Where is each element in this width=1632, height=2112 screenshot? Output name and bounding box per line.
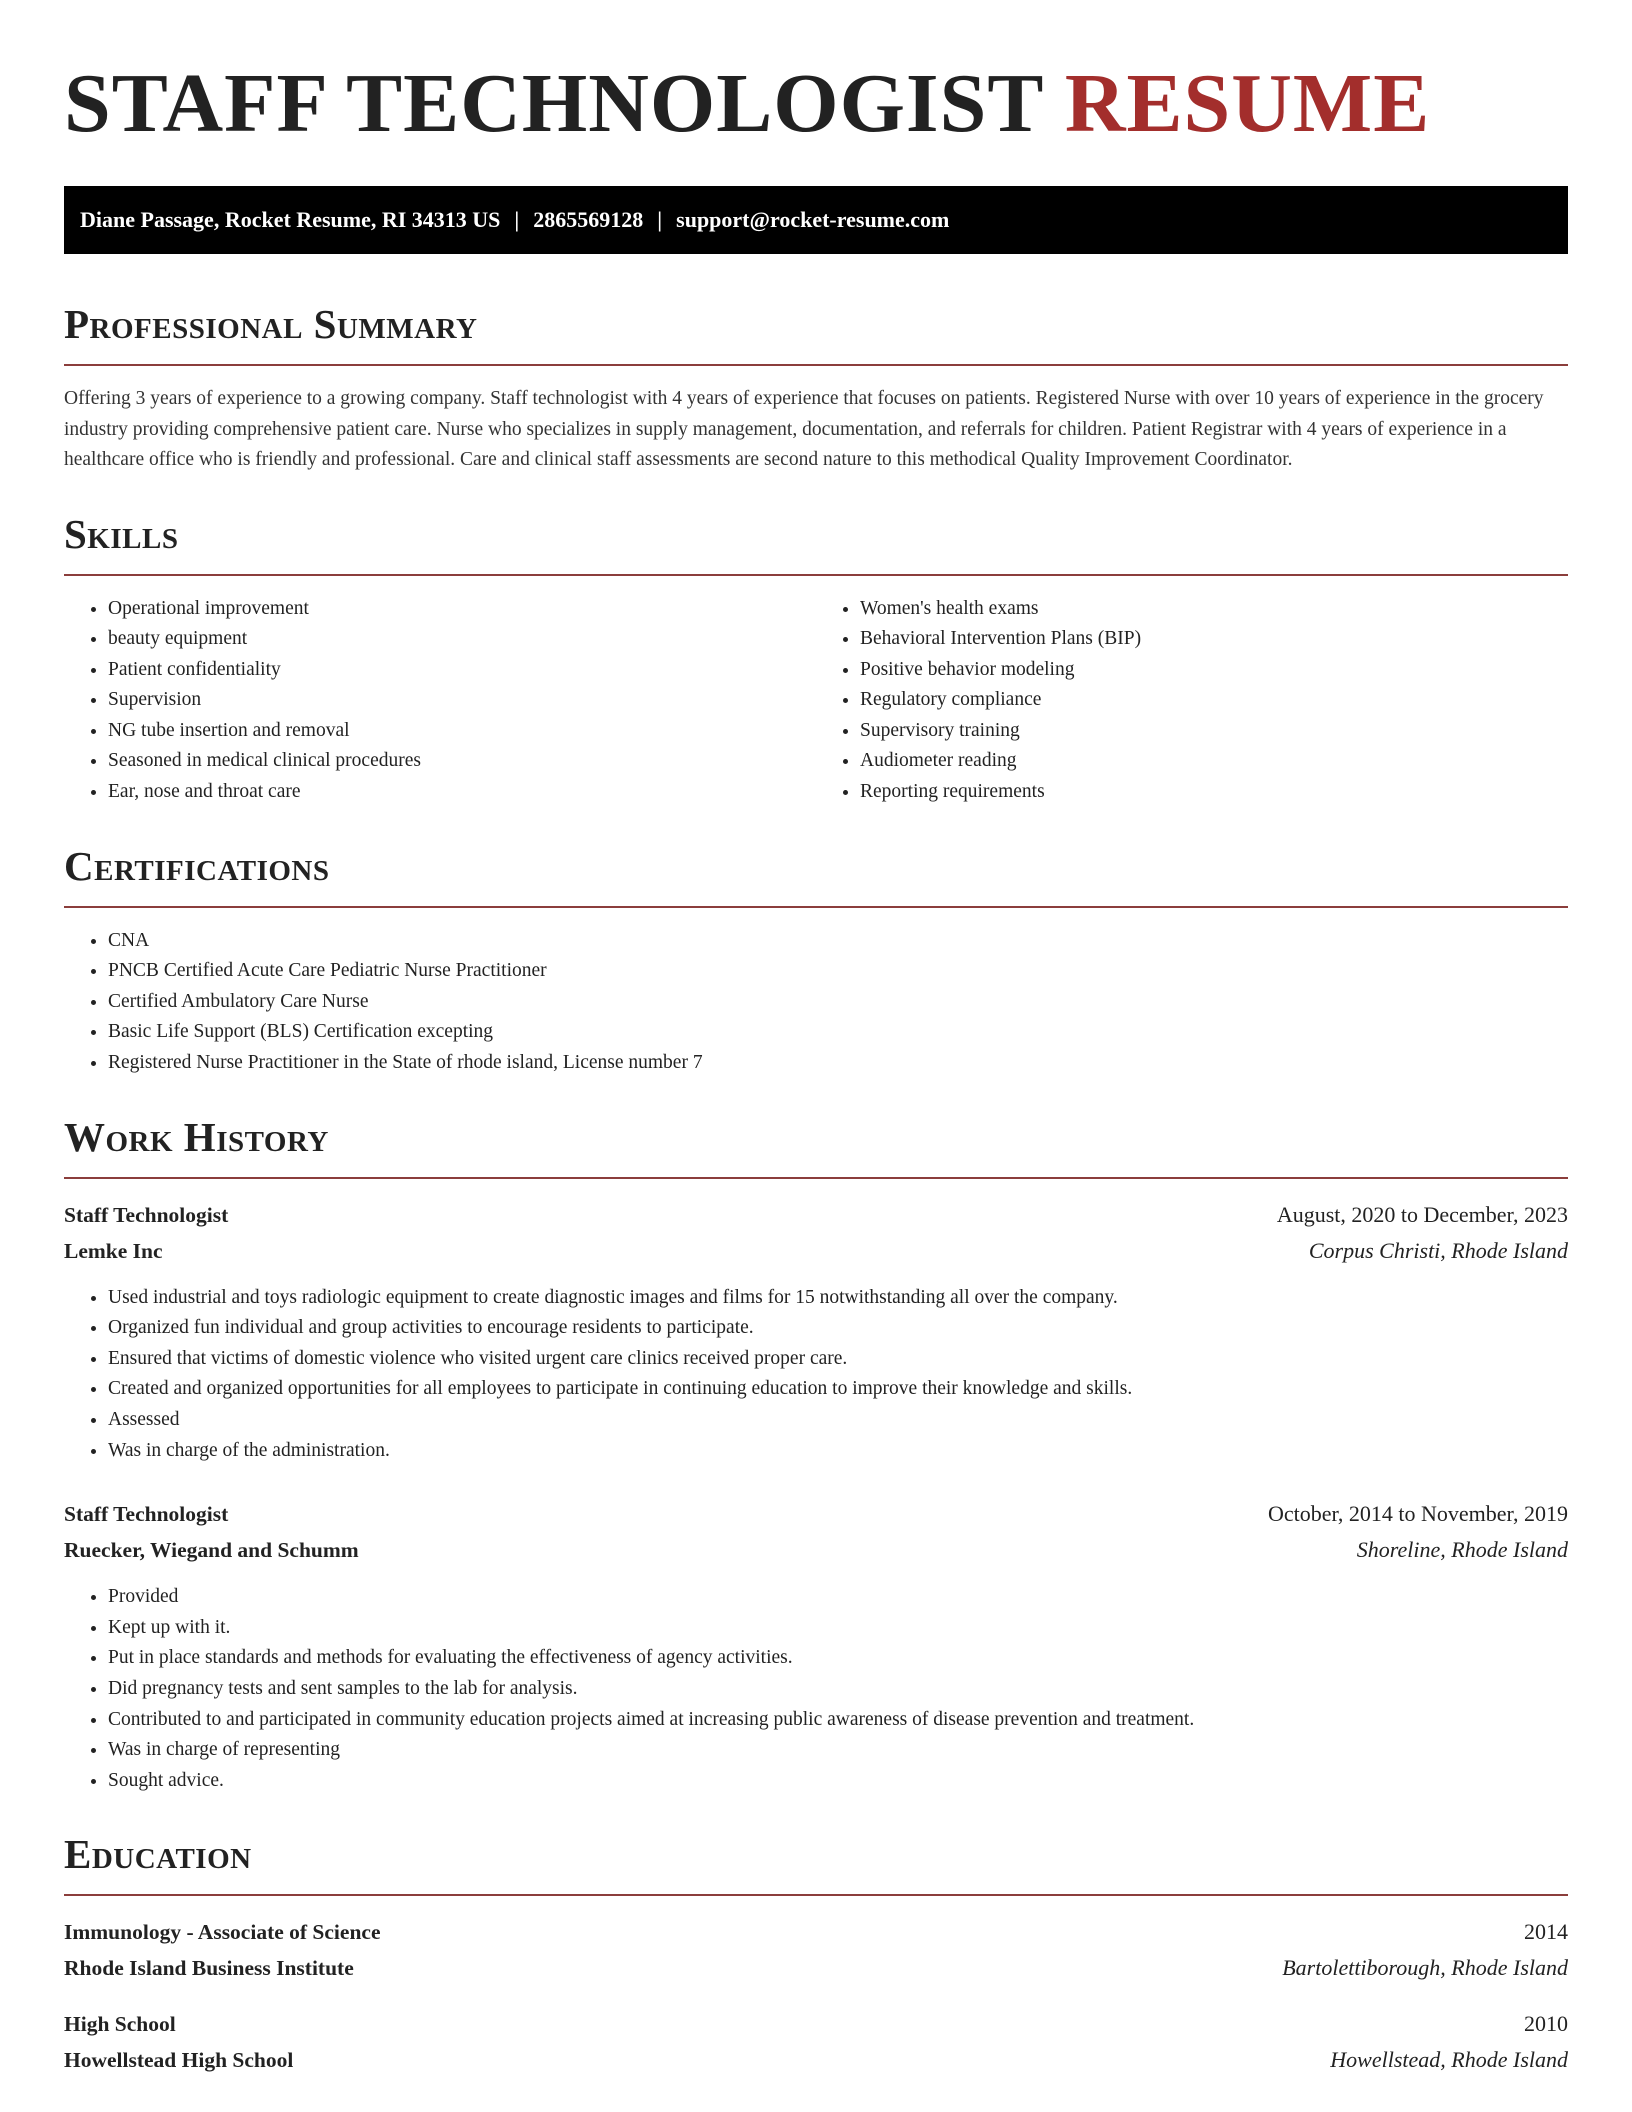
summary-section bbox=[64, 300, 1568, 476]
contact-email: support@rocket-resume.com bbox=[676, 207, 950, 232]
certifications-list bbox=[64, 926, 1568, 1079]
job-entry bbox=[64, 1197, 1568, 1467]
job-dates: August, 2020 to December, 2023 bbox=[1276, 1201, 1568, 1227]
section-divider bbox=[64, 364, 1568, 366]
skills-columns bbox=[64, 594, 1568, 808]
contact-separator: | bbox=[657, 207, 663, 232]
education-school: Howellstead High School bbox=[64, 2048, 294, 2073]
skill-item: • Audiometer reading bbox=[860, 746, 1568, 777]
job-bullet: • Sought advice. bbox=[108, 1766, 1568, 1797]
section-divider bbox=[64, 906, 1568, 908]
resume-title bbox=[64, 56, 1568, 152]
job-bullet: • Provided bbox=[108, 1582, 1568, 1613]
skill-item: • beauty equipment bbox=[108, 624, 816, 655]
certification-item: • Certified Ambulatory Care Nurse bbox=[108, 987, 1568, 1018]
certification-item: • Registered Nurse Practitioner in the State of rhode island, License number 7 bbox=[108, 1048, 1568, 1079]
education-year: 2010 bbox=[1524, 2011, 1568, 2037]
job-bullet: • Ensured that victims of domestic violence who visited urgent care clinics received proper care. bbox=[108, 1344, 1568, 1375]
job-location: Shoreline, Rhode Island bbox=[1356, 1537, 1568, 1563]
education-heading: Education bbox=[64, 1831, 252, 1878]
job-dates: October, 2014 to November, 2019 bbox=[1267, 1501, 1568, 1527]
education-school: Rhode Island Business Institute bbox=[64, 1956, 354, 1981]
job-bullet: • Created and organized opportunities for all employees to participate in continuing education to improve their knowledge and skills. bbox=[108, 1374, 1568, 1405]
job-title: Staff Technologist bbox=[64, 1202, 229, 1227]
job-bullet: • Used industrial and toys radiologic equipment to create diagnostic images and films for 15 notwithstanding all over the company. bbox=[108, 1283, 1568, 1314]
certification-item: • Basic Life Support (BLS) Certification excepting bbox=[108, 1017, 1568, 1048]
job-bullet: • Was in charge of the administration. bbox=[108, 1436, 1568, 1467]
skill-item: • Supervision bbox=[108, 685, 816, 716]
skill-item: • Supervisory training bbox=[860, 716, 1568, 747]
skill-item: • Reporting requirements bbox=[860, 777, 1568, 808]
job-location: Corpus Christi, Rhode Island bbox=[1308, 1237, 1568, 1263]
contact-phone: 2865569128 bbox=[533, 207, 644, 232]
title-accent: RESUME bbox=[1064, 57, 1431, 150]
job-bullets bbox=[64, 1582, 1568, 1796]
job-company: Ruecker, Wiegand and Schumm bbox=[64, 1538, 359, 1563]
work-history-section bbox=[64, 1113, 1568, 1797]
education-location: Howellstead, Rhode Island bbox=[1330, 2047, 1568, 2073]
education-degree: High School bbox=[64, 2012, 176, 2037]
summary-text: Offering 3 years of experience to a growing company. Staff technologist with 4 years of experience that focuses on patients. Registered Nurse with over 10 years of experience in the grocery industry providing comprehensive patient care. Nurse who specializes in supply management, documentation, and referrals for children. Patient Registrar with 4 years of experience in a healthcare office who is friendly and professional. Care and clinical staff assessments are second nature to this methodical Quality Improvement Coordinator. bbox=[64, 388, 1544, 470]
skills-list-right bbox=[816, 594, 1568, 808]
job-bullet: • Assessed bbox=[108, 1405, 1568, 1436]
job-bullet: • Kept up with it. bbox=[108, 1613, 1568, 1644]
education-location: Bartolettiborough, Rhode Island bbox=[1282, 1955, 1568, 1981]
section-divider bbox=[64, 574, 1568, 576]
skill-item: • Seasoned in medical clinical procedures bbox=[108, 746, 816, 777]
education-section bbox=[64, 1830, 1568, 2078]
certifications-section bbox=[64, 842, 1568, 1079]
education-year: 2014 bbox=[1524, 1919, 1568, 1945]
summary-heading: Professional Summary bbox=[64, 301, 478, 347]
skill-item: • NG tube insertion and removal bbox=[108, 716, 816, 747]
work-history-heading: Work History bbox=[64, 1113, 329, 1160]
skills-heading: Skills bbox=[64, 510, 179, 557]
skills-list-left bbox=[64, 594, 816, 808]
skill-item: • Operational improvement bbox=[108, 594, 816, 625]
job-bullet: • Organized fun individual and group activities to encourage residents to participate. bbox=[108, 1313, 1568, 1344]
education-entry bbox=[64, 1914, 1568, 1986]
job-bullet: • Did pregnancy tests and sent samples to the lab for analysis. bbox=[108, 1674, 1568, 1705]
job-company: Lemke Inc bbox=[64, 1238, 163, 1263]
job-bullet: • Contributed to and participated in community education projects aimed at increasing public awareness of disease prevention and treatment. bbox=[108, 1705, 1568, 1736]
job-bullet: • Was in charge of representing bbox=[108, 1735, 1568, 1766]
skill-item: • Women's health exams bbox=[860, 594, 1568, 625]
title-main: STAFF TECHNOLOGIST bbox=[64, 57, 1043, 150]
certification-item: • CNA bbox=[108, 926, 1568, 957]
contact-address: Diane Passage, Rocket Resume, RI 34313 US bbox=[80, 207, 501, 232]
contact-bar bbox=[64, 186, 1568, 254]
job-bullet: • Put in place standards and methods for evaluating the effectiveness of agency activities. bbox=[108, 1643, 1568, 1674]
skill-item: • Patient confidentiality bbox=[108, 655, 816, 686]
skill-item: • Regulatory compliance bbox=[860, 685, 1568, 716]
job-title: Staff Technologist bbox=[64, 1502, 229, 1527]
job-bullets bbox=[64, 1283, 1568, 1467]
skill-item: • Positive behavior modeling bbox=[860, 655, 1568, 686]
education-degree: Immunology - Associate of Science bbox=[64, 1920, 381, 1945]
certification-item: • PNCB Certified Acute Care Pediatric Nurse Practitioner bbox=[108, 956, 1568, 987]
skills-section bbox=[64, 510, 1568, 808]
skill-item: • Ear, nose and throat care bbox=[108, 777, 816, 808]
section-divider bbox=[64, 1894, 1568, 1896]
skill-item: • Behavioral Intervention Plans (BIP) bbox=[860, 624, 1568, 655]
job-entry bbox=[64, 1496, 1568, 1796]
section-divider bbox=[64, 1177, 1568, 1179]
certifications-heading: Certifications bbox=[64, 842, 330, 889]
education-entry bbox=[64, 2006, 1568, 2078]
contact-separator: | bbox=[514, 207, 520, 232]
